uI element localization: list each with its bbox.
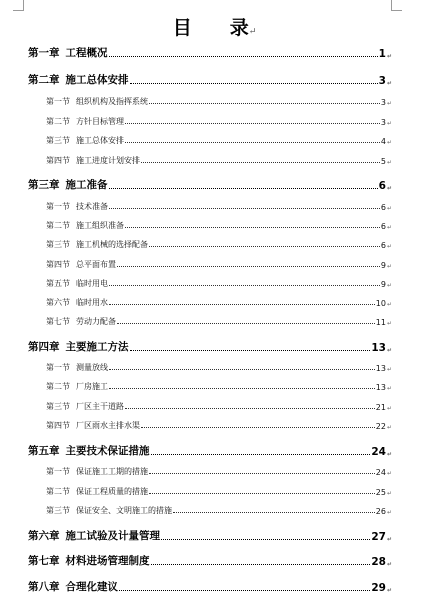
toc-entry-title: 保证安全、文明施工的措施 — [76, 506, 172, 515]
paragraph-mark-icon: ↵ — [386, 185, 392, 192]
toc-title-char-1: 目 — [172, 17, 192, 39]
toc-section-entry[interactable] — [28, 381, 392, 392]
toc-chapter-entry[interactable] — [28, 528, 392, 543]
paragraph-mark-icon: ↵ — [386, 139, 392, 146]
paragraph-mark-icon: ↵ — [386, 470, 392, 477]
toc-section-entry[interactable] — [28, 96, 392, 107]
toc-section-entry[interactable] — [28, 362, 392, 373]
toc-dot-leader — [173, 512, 375, 513]
paragraph-mark-icon: ↵ — [386, 53, 392, 60]
toc-chapter-entry[interactable] — [28, 443, 392, 458]
toc-chapter-entry[interactable] — [28, 45, 392, 60]
toc-page-number: 25 — [375, 488, 386, 497]
paragraph-mark-icon: ↵ — [386, 490, 392, 497]
toc-dot-leader — [125, 123, 380, 124]
toc-page-number: 29 — [371, 582, 386, 594]
toc-page-number: 13 — [375, 383, 386, 392]
toc-section-entry[interactable] — [28, 297, 392, 308]
toc-entry-number: 第三节 — [46, 240, 70, 249]
toc-entry-title: 劳动力配备 — [76, 317, 116, 326]
paragraph-mark-icon: ↵ — [248, 27, 257, 37]
toc-page-number: 1 — [378, 48, 386, 60]
paragraph-mark-icon: ↵ — [386, 282, 392, 289]
toc-page-number: 10 — [375, 299, 386, 308]
toc-entry-title: 测量放线 — [76, 363, 108, 372]
toc-section-entry[interactable] — [28, 486, 392, 497]
toc-dot-leader — [141, 427, 375, 428]
toc-chapter-entry[interactable] — [28, 339, 392, 354]
toc-entry-title: 保证施工工期的措施 — [76, 467, 148, 476]
toc-entry-title: 工程概况 — [65, 47, 108, 59]
toc-entry-title: 临时用电 — [76, 279, 108, 288]
paragraph-mark-icon: ↵ — [386, 451, 392, 458]
paragraph-mark-icon: ↵ — [386, 536, 392, 543]
toc-entry-number: 第七章 — [28, 555, 60, 567]
toc-section-entry[interactable] — [28, 278, 392, 289]
toc-page-number: 13 — [375, 364, 386, 373]
toc-dot-leader — [130, 83, 378, 84]
toc-entry-title: 施工机械的选择配备 — [76, 240, 148, 249]
toc-entry-title: 施工进度计划安排 — [76, 156, 140, 165]
toc-entry-number: 第四节 — [46, 421, 70, 430]
toc-entry-number: 第四节 — [46, 156, 70, 165]
toc-entry-number: 第一节 — [46, 467, 70, 476]
toc-page-number: 5 — [380, 157, 386, 166]
toc-entry-number: 第六章 — [28, 530, 60, 542]
paragraph-mark-icon: ↵ — [386, 159, 392, 166]
paragraph-mark-icon: ↵ — [386, 120, 392, 127]
toc-dot-leader — [109, 56, 378, 57]
toc-entry-number: 第五章 — [28, 445, 60, 457]
toc-title-char-2: 录 — [229, 17, 249, 39]
toc-entry-title: 厂区主干道路 — [76, 402, 124, 411]
toc-dot-leader — [125, 227, 380, 228]
toc-dot-leader — [109, 285, 380, 286]
toc-page-number: 3 — [378, 75, 386, 87]
toc-section-entry[interactable] — [28, 259, 392, 270]
paragraph-mark-icon: ↵ — [386, 301, 392, 308]
toc-entry-title: 施工试验及计量管理 — [65, 530, 160, 542]
toc-dot-leader — [161, 539, 370, 540]
toc-page-number: 28 — [371, 556, 386, 568]
paragraph-mark-icon: ↵ — [386, 320, 392, 327]
paragraph-mark-icon: ↵ — [386, 263, 392, 270]
toc-entry-title: 施工准备 — [65, 179, 108, 191]
toc-entry-number: 第二节 — [46, 221, 70, 230]
toc-entry-number: 第二节 — [46, 117, 70, 126]
paragraph-mark-icon: ↵ — [386, 424, 392, 431]
toc-page-number: 24 — [371, 446, 386, 458]
paragraph-mark-icon: ↵ — [386, 347, 392, 354]
toc-dot-leader — [109, 188, 378, 189]
toc-chapter-entry[interactable] — [28, 72, 392, 87]
toc-section-entry[interactable] — [28, 505, 392, 516]
toc-dot-leader — [109, 208, 380, 209]
toc-dot-leader — [109, 304, 375, 305]
toc-entry-number: 第六节 — [46, 298, 70, 307]
toc-section-entry[interactable] — [28, 155, 392, 166]
toc-dot-leader — [117, 266, 380, 267]
paragraph-mark-icon: ↵ — [386, 587, 392, 594]
toc-dot-leader — [149, 473, 375, 474]
toc-page-number: 6 — [380, 241, 386, 250]
toc-entry-title: 施工总体安排 — [65, 74, 129, 86]
toc-entry-number: 第三章 — [28, 179, 60, 191]
toc-page-number: 11 — [375, 318, 386, 327]
toc-entry-number: 第二章 — [28, 74, 60, 86]
toc-entry-number: 第三节 — [46, 136, 70, 145]
toc-page-number: 6 — [380, 203, 386, 212]
toc-section-entry[interactable] — [28, 220, 392, 231]
toc-dot-leader — [109, 369, 375, 370]
toc-chapter-entry[interactable] — [28, 579, 392, 594]
toc-section-entry[interactable] — [28, 420, 392, 431]
toc-page-number: 6 — [378, 180, 386, 192]
toc-entry-number: 第一章 — [28, 47, 60, 59]
toc-dot-leader — [149, 246, 380, 247]
paragraph-mark-icon: ↵ — [386, 80, 392, 87]
toc-page-number: 13 — [371, 342, 386, 354]
toc-entry-title: 主要技术保证措施 — [65, 445, 150, 457]
toc-dot-leader — [119, 590, 370, 591]
toc-dot-leader — [130, 350, 371, 351]
toc-entry-title: 材料进场管理制度 — [65, 555, 150, 567]
toc-dot-leader — [117, 323, 375, 324]
toc-page-number: 22 — [375, 422, 386, 431]
toc-dot-leader — [149, 103, 380, 104]
toc-entry-title: 施工总体安排 — [76, 136, 124, 145]
paragraph-mark-icon: ↵ — [386, 385, 392, 392]
toc-section-entry[interactable] — [28, 239, 392, 250]
toc-page-number: 3 — [380, 118, 386, 127]
toc-dot-leader — [125, 142, 380, 143]
toc-chapter-entry[interactable] — [28, 177, 392, 192]
toc-entry-number: 第三节 — [46, 506, 70, 515]
paragraph-mark-icon: ↵ — [386, 205, 392, 212]
paragraph-mark-icon: ↵ — [386, 509, 392, 516]
toc-dot-leader — [125, 408, 375, 409]
toc-entry-title: 临时用水 — [76, 298, 108, 307]
paragraph-mark-icon: ↵ — [386, 561, 392, 568]
toc-entry-title: 组织机构及指挥系统 — [76, 97, 148, 106]
toc-entry-title: 技术准备 — [76, 202, 108, 211]
toc-chapter-entry[interactable] — [28, 553, 392, 568]
toc-page-number: 4 — [380, 137, 386, 146]
toc-section-entry[interactable] — [28, 316, 392, 327]
toc-entry-number: 第二节 — [46, 382, 70, 391]
toc-page-number: 26 — [375, 507, 386, 516]
toc-entry-number: 第三节 — [46, 402, 70, 411]
toc-entry-title: 方针目标管理 — [76, 117, 124, 126]
paragraph-mark-icon: ↵ — [386, 366, 392, 373]
toc-entry-number: 第一节 — [46, 202, 70, 211]
toc-dot-leader — [141, 162, 380, 163]
toc-entry-title: 总平面布置 — [76, 260, 116, 269]
toc-entry-number: 第七节 — [46, 317, 70, 326]
toc-entry-title: 厂区雨水主排水渠 — [76, 421, 140, 430]
toc-page-number: 9 — [380, 261, 386, 270]
toc-page-number: 21 — [375, 403, 386, 412]
toc-page-number: 27 — [371, 531, 386, 543]
toc-entry-title: 保证工程质量的措施 — [76, 487, 148, 496]
toc-entry-number: 第四章 — [28, 341, 60, 353]
toc-page-number: 6 — [380, 222, 386, 231]
paragraph-mark-icon: ↵ — [386, 243, 392, 250]
toc-dot-leader — [149, 493, 375, 494]
toc-section-entry[interactable] — [28, 116, 392, 127]
toc-page-number: 3 — [380, 98, 386, 107]
toc-entry-title: 主要施工方法 — [65, 341, 129, 353]
toc-section-entry[interactable] — [28, 466, 392, 477]
toc-entry-title: 合理化建议 — [65, 581, 118, 593]
toc-dot-leader — [109, 388, 375, 389]
toc-entry-number: 第五节 — [46, 279, 70, 288]
toc-section-entry[interactable] — [28, 201, 392, 212]
toc-entry-title: 厂房施工 — [76, 382, 108, 391]
paragraph-mark-icon: ↵ — [386, 100, 392, 107]
toc-entry-number: 第四节 — [46, 260, 70, 269]
paragraph-mark-icon: ↵ — [386, 224, 392, 231]
paragraph-mark-icon: ↵ — [386, 405, 392, 412]
toc-entry-number: 第八章 — [28, 581, 60, 593]
toc-entry-title: 施工组织准备 — [76, 221, 124, 230]
toc-entry-number: 第一节 — [46, 363, 70, 372]
toc-dot-leader — [151, 454, 371, 455]
toc-entry-number: 第一节 — [46, 97, 70, 106]
toc-section-entry[interactable] — [28, 401, 392, 412]
toc-entry-number: 第二节 — [46, 487, 70, 496]
toc-page-number: 24 — [375, 468, 386, 477]
toc-page-number: 9 — [380, 280, 386, 289]
toc-section-entry[interactable] — [28, 135, 392, 146]
toc-dot-leader — [151, 564, 371, 565]
